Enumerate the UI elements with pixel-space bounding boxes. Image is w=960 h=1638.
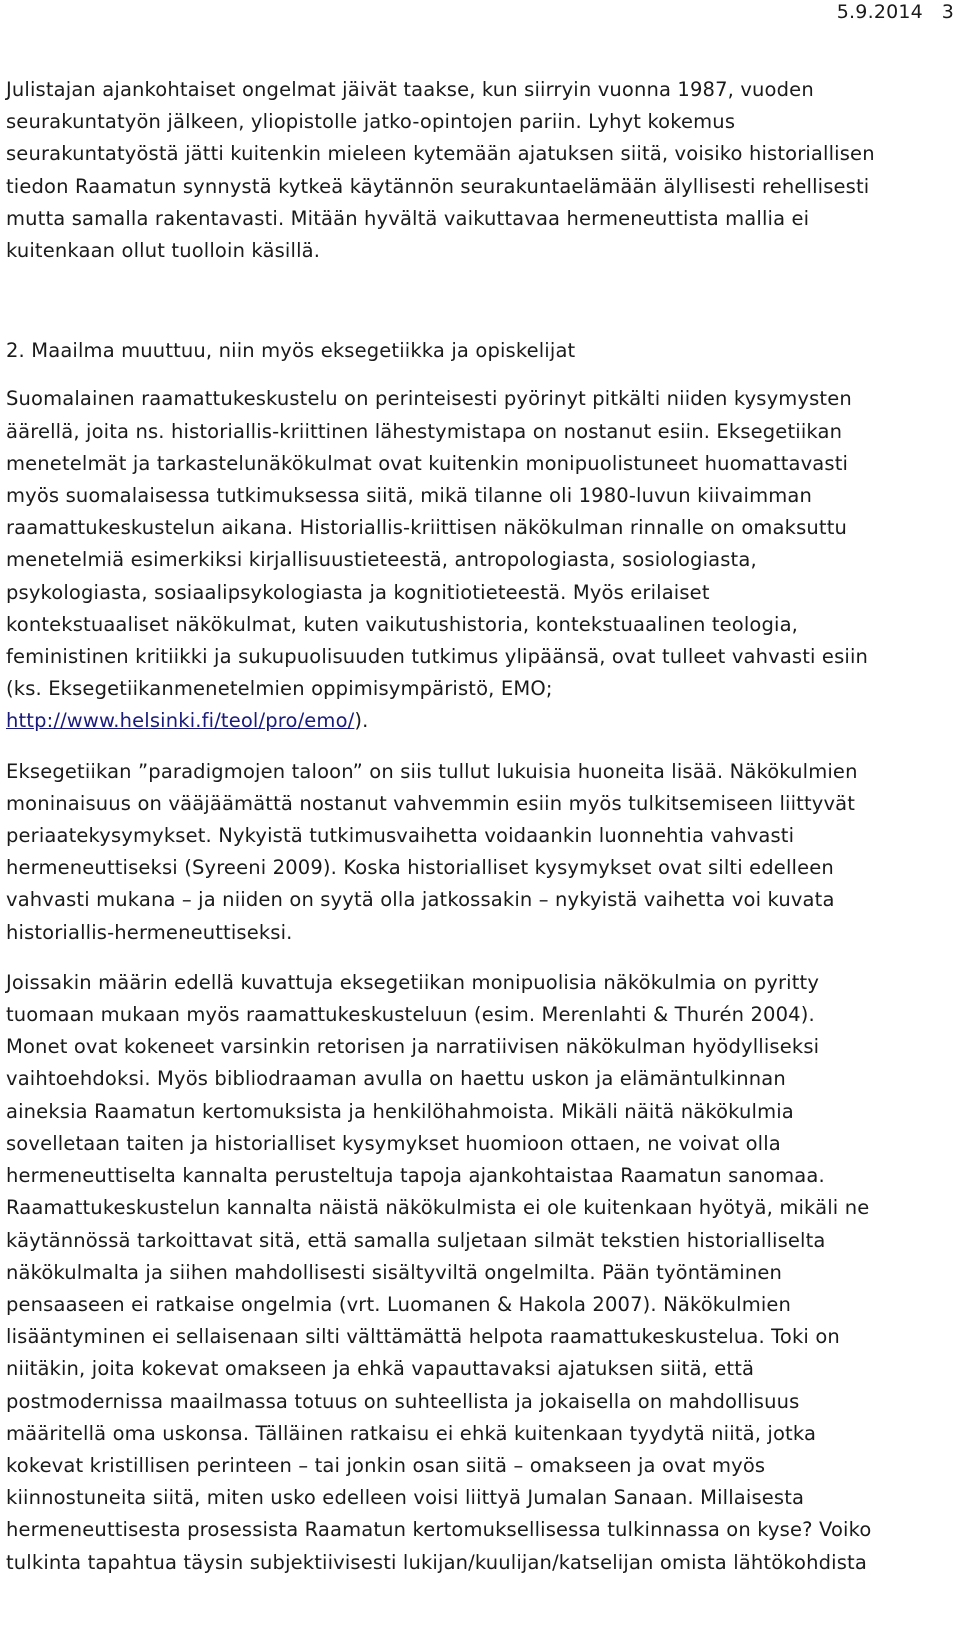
page-header	[837, 0, 954, 24]
paragraph-text: Suomalainen raamattukeskustelu on perinteisesti pyörinyt pitkälti niiden kysymysten äärellä, joita ns. historiallis-kriittinen lähestymistapa on nostanut esiin. Eksegetiikan menetelmät ja tarkastelunäkökulmat ovat kuitenkin monipuolistuneet huomattavasti myös suomalaisessa tutkimuksessa siitä, mikä tilanne oli 1980-luvun kiivaimman raamattukeskustelun aikana. Historiallis-kriittisen näkökulman rinnalle on omaksuttu menetelmiä esimerkiksi kirjallisuustieteestä, antropologiasta, sosiologiasta, psykologiasta, sosiaalipsykologiasta ja kognitiotieteestä. Myös erilaiset kontekstuaaliset näkökulmat, kuten vaikutushistoria, kontekstuaalinen teologia, feministinen kritiikki ja sukupuolisuuden tutkimus ylipäänsä, ovat tulleet vahvasti esiin (ks. Eksegetiikanmenetelmien oppimisympäristö, EMO;	[6, 387, 869, 701]
paragraph: Eksegetiikan ”paradigmojen taloon” on siis tullut lukuisia huoneita lisää. Näkökulmien moninaisuus on vääjäämättä nostanut vahvemmin esiin myös tulkitsemiseen liittyvät periaatekysymykset. Nykyistä tutkimusvaihetta voidaankin luonnehtia vahvasti hermeneuttiseksi (Syreeni 2009). Koska historialliset kysymykset ovat silti edelleen vahvasti mukana – ja niiden on syytä olla jatkossakin – nykyistä vaihetta voi kuvata historiallis-hermeneuttiseksi.	[6, 759, 858, 944]
emo-link[interactable]: http://www.helsinki.fi/teol/pro/emo/	[6, 709, 355, 733]
page-number: 3	[941, 1, 954, 23]
paragraph	[6, 383, 954, 737]
document-body	[6, 74, 954, 1579]
paragraph-text: ).	[354, 709, 369, 733]
paragraph: Julistajan ajankohtaiset ongelmat jäivät taakse, kun siirryin vuonna 1987, vuoden seurakuntatyön jälkeen, yliopistolle jatko-opintojen pariin. Lyhyt kokemus seurakuntatyöstä jätti kuitenkin mieleen kytemään ajatuksen siitä, voisiko historiallisen tiedon Raamatun synnystä kytkeä käytännön seurakuntaelämään älyllisesti rehellisesti mutta samalla rakentavasti. Mitään hyvältä vaikuttavaa hermeneuttista mallia ei kuitenkaan ollut tuolloin käsillä.	[6, 78, 875, 263]
header-date: 5.9.2014	[836, 1, 923, 23]
section-heading: 2. Maailma muuttuu, niin myös eksegetiikka ja opiskelijat	[6, 339, 576, 363]
paragraph: Joissakin määrin edellä kuvattuja eksegetiikan monipuolisia näkökulmia on pyritty tuomaan mukaan myös raamattukeskusteluun (esim. Merenlahti & Thurén 2004). Monet ovat kokeneet varsinkin retorisen ja narratiivisen näkökulman hyödylliseksi vaihtoehdoksi. Myös bibliodraaman avulla on haettu uskon ja elämäntulkinnan aineksia Raamatun kertomuksista ja henkilöhahmoista. Mikäli näitä näkökulmia sovelletaan taiten ja historialliset kysymykset huomioon ottaen, ne voivat olla hermeneuttiselta kannalta perusteltuja tapoja ajankohtaistaa Raamatun sanomaa. Raamattukeskustelun kannalta näistä näkökulmista ei ole kuitenkaan hyötyä, mikäli ne käytännössä tarkoittavat sitä, että samalla suljetaan silmät tekstien historialliselta näkökulmalta ja siihen mahdollisesti sisältyviltä ongelmilta. Pään työntäminen pensaaseen ei ratkaise ongelmia (vrt. Luomanen & Hakola 2007). Näkökulmien lisääntyminen ei sellaisenaan silti välttämättä helpota raamattukeskustelua. Toki on niitäkin, joita kokevat omakseen ja ehkä vapauttavaksi ajatuksen siitä, että postmodernissa maailmassa totuus on suhteellista ja jokaisella on mahdollisuus määritellä oma uskonsa. Tälläinen ratkaisu ei ehkä kuitenkaan tyydytä niitä, jotka kokevat kristillisen perinteen – tai jonkin osan siitä – omakseen ja ovat myös kiinnostuneita siitä, miten usko edelleen voisi liittyä Jumalan Sanaan. Millaisesta hermeneuttisesta prosessista Raamatun kertomuksellisessa tulkinnassa on kyse? Voiko tulkinta tapahtua täysin subjektiivisesti lukijan/kuulijan/katselijan omista lähtökohdista	[6, 970, 872, 1574]
